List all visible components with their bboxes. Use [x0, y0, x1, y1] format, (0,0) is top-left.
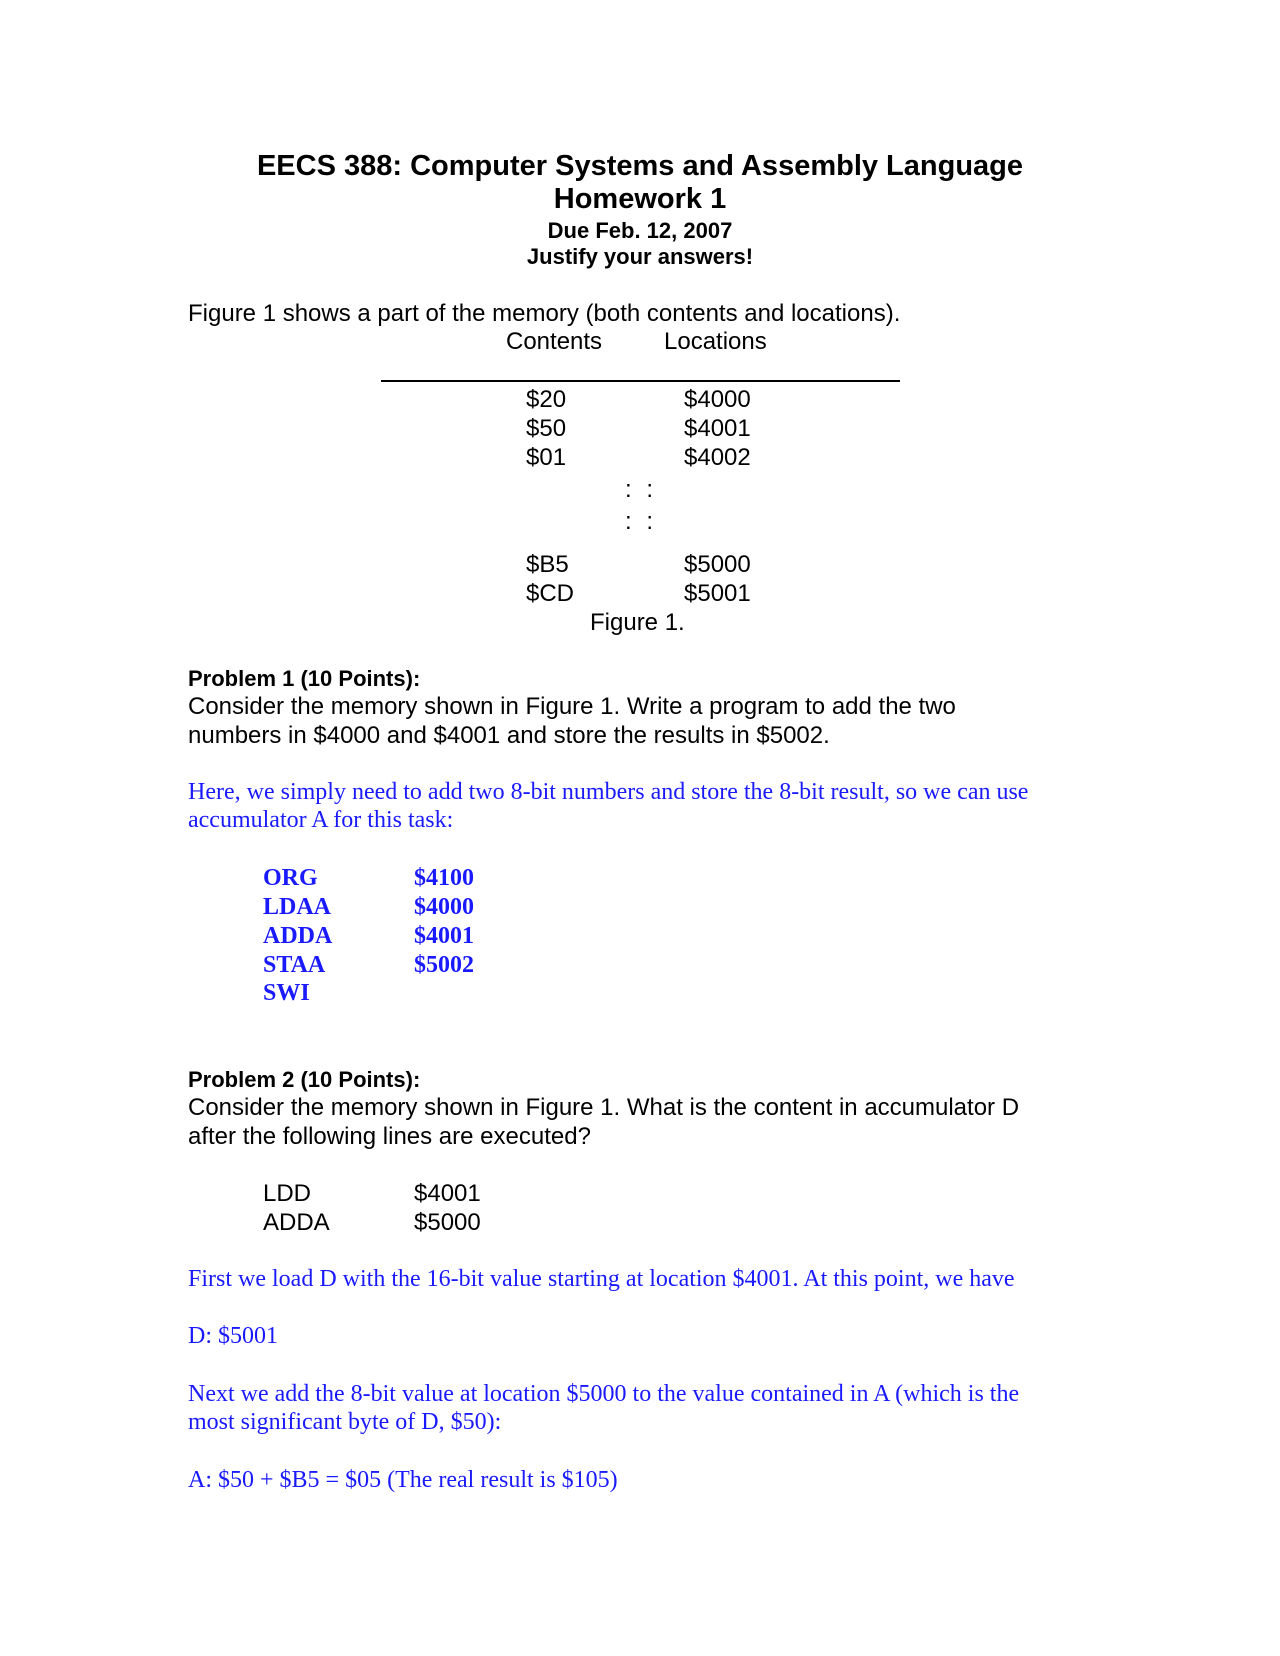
memory-content: $20	[526, 386, 567, 413]
problem-2-answer: First we load D with the 16-bit value starting at location $4001. At this point, we have	[188, 1266, 1015, 1292]
problem-2-answer: Next we add the 8-bit value at location $5000 to the value contained in A (which is the	[188, 1381, 1020, 1407]
memory-content: $B5	[526, 551, 569, 578]
problem-2-answer: D: $5001	[188, 1323, 278, 1349]
code-operand: $4100	[414, 865, 474, 891]
memory-location: $4001	[684, 415, 751, 442]
problem-1-text: numbers in $4000 and $4001 and store the results in $5002.	[188, 722, 830, 749]
memory-content: $CD	[526, 580, 575, 607]
memory-content: $50	[526, 415, 567, 442]
problem-1-heading: Problem 1 (10 Points):	[188, 666, 421, 691]
memory-ellipsis: : :	[625, 508, 658, 535]
problem-2-answer: A: $50 + $B5 = $05 (The real result is $105)	[188, 1467, 618, 1493]
document-title: EECS 388: Computer Systems and Assembly Language	[256, 150, 1024, 182]
intro-text: Figure 1 shows a part of the memory (both contents and locations).	[188, 300, 901, 327]
code-operand: $5002	[414, 952, 474, 978]
problem-1-text: Consider the memory shown in Figure 1. Write a program to add the two	[188, 693, 956, 720]
code-opcode: ADDA	[263, 923, 333, 949]
figure-column-locations: Locations	[664, 328, 767, 355]
memory-location: $5000	[684, 551, 751, 578]
memory-location: $5001	[684, 580, 751, 607]
memory-ellipsis: : :	[625, 476, 658, 503]
code-opcode: LDD	[263, 1180, 312, 1207]
figure-column-contents: Contents	[506, 328, 603, 355]
code-operand: $4000	[414, 894, 474, 920]
figure-caption: Figure 1.	[590, 609, 685, 636]
problem-2-answer: most significant byte of D, $50):	[188, 1409, 502, 1435]
code-opcode: LDAA	[263, 894, 332, 920]
figure-header-divider	[381, 380, 900, 382]
code-operand: $4001	[414, 923, 474, 949]
problem-2-heading: Problem 2 (10 Points):	[188, 1067, 421, 1092]
code-operand: $5000	[414, 1209, 481, 1236]
problem-2-text: Consider the memory shown in Figure 1. What is the content in accumulator D	[188, 1094, 1020, 1121]
code-opcode: ADDA	[263, 1209, 330, 1236]
code-operand: $4001	[414, 1180, 481, 1207]
document-subtitle: Homework 1	[553, 183, 727, 215]
memory-location: $4000	[684, 386, 751, 413]
problem-1-answer: Here, we simply need to add two 8-bit numbers and store the 8-bit result, so we can use	[188, 779, 1029, 805]
code-opcode: ORG	[263, 865, 318, 891]
memory-content: $01	[526, 444, 567, 471]
problem-2-text: after the following lines are executed?	[188, 1123, 591, 1150]
code-opcode: STAA	[263, 952, 326, 978]
code-opcode: SWI	[263, 980, 310, 1006]
problem-1-answer: accumulator A for this task:	[188, 807, 454, 833]
instruction-note: Justify your answers!	[526, 244, 754, 269]
due-date: Due Feb. 12, 2007	[547, 218, 733, 243]
memory-location: $4002	[684, 444, 751, 471]
